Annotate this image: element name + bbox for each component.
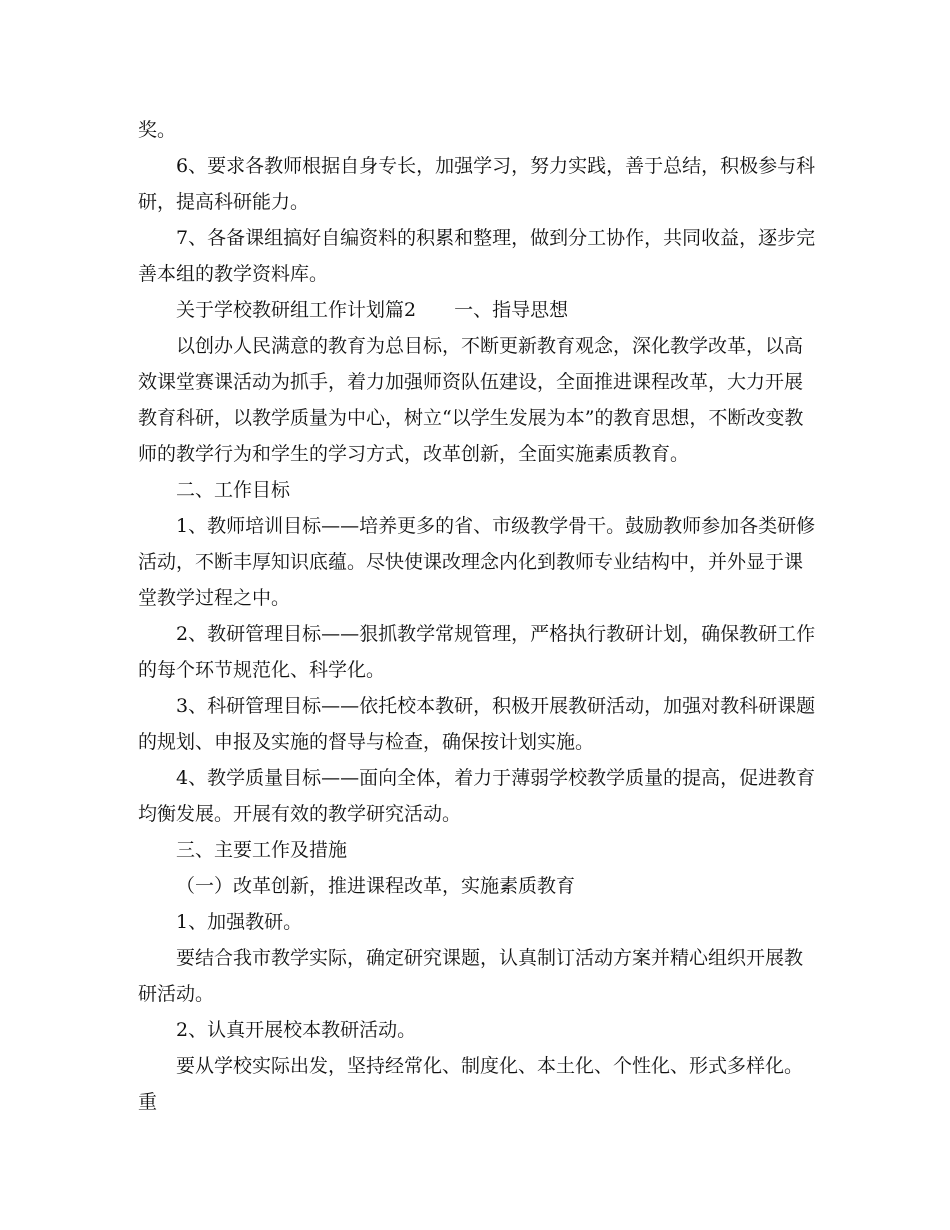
paragraph-item-7: 7、各备课组搞好自编资料的积累和整理，做到分工协作，共同收益，逐步完善本组的教学资料库。 [138, 227, 816, 285]
heading-work-goals: 二、工作目标 [176, 479, 291, 501]
paragraph-goal-2: 2、教研管理目标——狠抓教学常规管理，严格执行教研计划，确保教研工作的每个环节规范化、科学化。 [138, 623, 816, 681]
paragraph-item-6: 6、要求各教师根据自身专长，加强学习，努力实践，善于总结，积极参与科研，提高科研能力。 [138, 155, 816, 213]
heading-main-work: 三、主要工作及措施 [176, 839, 348, 861]
heading-item-1: 1、加强教研。 [176, 911, 303, 933]
heading-subsection-1: （一）改革创新，推进课程改革，实施素质教育 [176, 875, 576, 897]
section-subheading: 一、指导思想 [454, 299, 569, 321]
paragraph-continuation: 奖。 [138, 119, 177, 141]
document-body [138, 112, 818, 1120]
section-title: 关于学校教研组工作计划篇2 [176, 299, 417, 321]
section-heading [138, 292, 818, 328]
paragraph-item-2-detail: 要从学校实际出发，坚持经常化、制度化、本土化、个性化、形式多样化。重 [138, 1055, 804, 1113]
paragraph-guiding-thought: 以创办人民满意的教育为总目标，不断更新教育观念，深化教学改革，以高效课堂赛课活动为抓手，着力加强师资队伍建设，全面推进课程改革，大力开展教育科研，以教学质量为中心，树立“以学生发展为本”的教育思想，不断改变教师的教学行为和学生的学习方式，改革创新，全面实施素质教育。 [138, 335, 804, 465]
paragraph-goal-1: 1、教师培训目标——培养更多的省、市级教学骨干。鼓励教师参加各类研修活动，不断丰厚知识底蕴。尽快使课改理念内化到教师专业结构中，并外显于课堂教学过程之中。 [138, 515, 816, 609]
paragraph-goal-4: 4、教学质量目标——面向全体，着力于薄弱学校教学质量的提高，促进教育均衡发展。开展有效的教学研究活动。 [138, 767, 816, 825]
paragraph-goal-3: 3、科研管理目标——依托校本教研，积极开展教研活动，加强对教科研课题的规划、申报及实施的督导与检查，确保按计划实施。 [138, 695, 816, 753]
paragraph-item-1-detail: 要结合我市教学实际，确定研究课题，认真制订活动方案并精心组织开展教研活动。 [138, 947, 804, 1005]
heading-item-2: 2、认真开展校本教研活动。 [176, 1019, 417, 1041]
